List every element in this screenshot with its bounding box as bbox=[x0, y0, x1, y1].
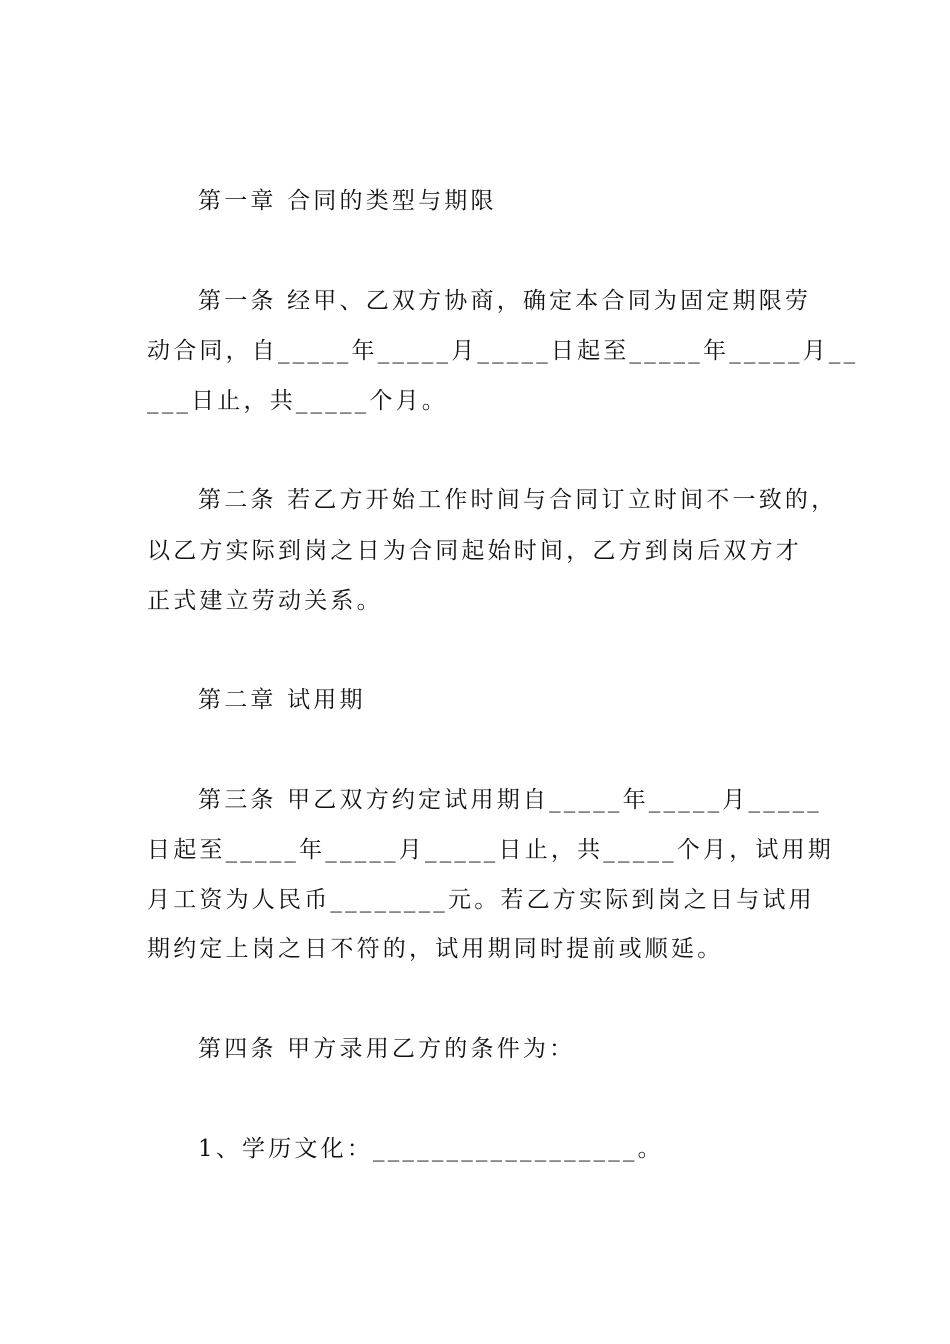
article-1-line-2: 动合同，自_____年_____月_____日起至_____年_____月__ bbox=[147, 338, 859, 364]
article-2-line-2: 以乙方实际到岗之日为合同起始时间，乙方到岗后双方才 bbox=[147, 538, 802, 564]
article-3-line-2: 日起至_____年_____月_____日止，共_____个月，试用期 bbox=[147, 837, 834, 863]
article-3-line-1: 第三条 甲乙双方约定试用期自_____年_____月_____ bbox=[198, 787, 823, 813]
article-1-line-3: ___日止，共_____个月。 bbox=[147, 388, 448, 414]
article-3-line-3: 月工资为人民币________元。若乙方实际到岗之日与试用 bbox=[147, 887, 815, 913]
chapter-2-heading: 第二章 试用期 bbox=[198, 687, 366, 713]
article-4-heading: 第四条 甲方录用乙方的条件为： bbox=[198, 1036, 576, 1062]
article-1-line-1: 第一条 经甲、乙双方协商，确定本合同为固定期限劳 bbox=[198, 288, 812, 314]
condition-education: 1、学历文化：__________________。 bbox=[198, 1136, 664, 1162]
article-2-line-3: 正式建立劳动关系。 bbox=[147, 588, 383, 614]
article-2-line-1: 第二条 若乙方开始工作时间与合同订立时间不一致的， bbox=[198, 487, 838, 513]
chapter-1-heading: 第一章 合同的类型与期限 bbox=[198, 188, 497, 214]
article-3-line-4: 期约定上岗之日不符的，试用期同时提前或顺延。 bbox=[147, 936, 724, 962]
